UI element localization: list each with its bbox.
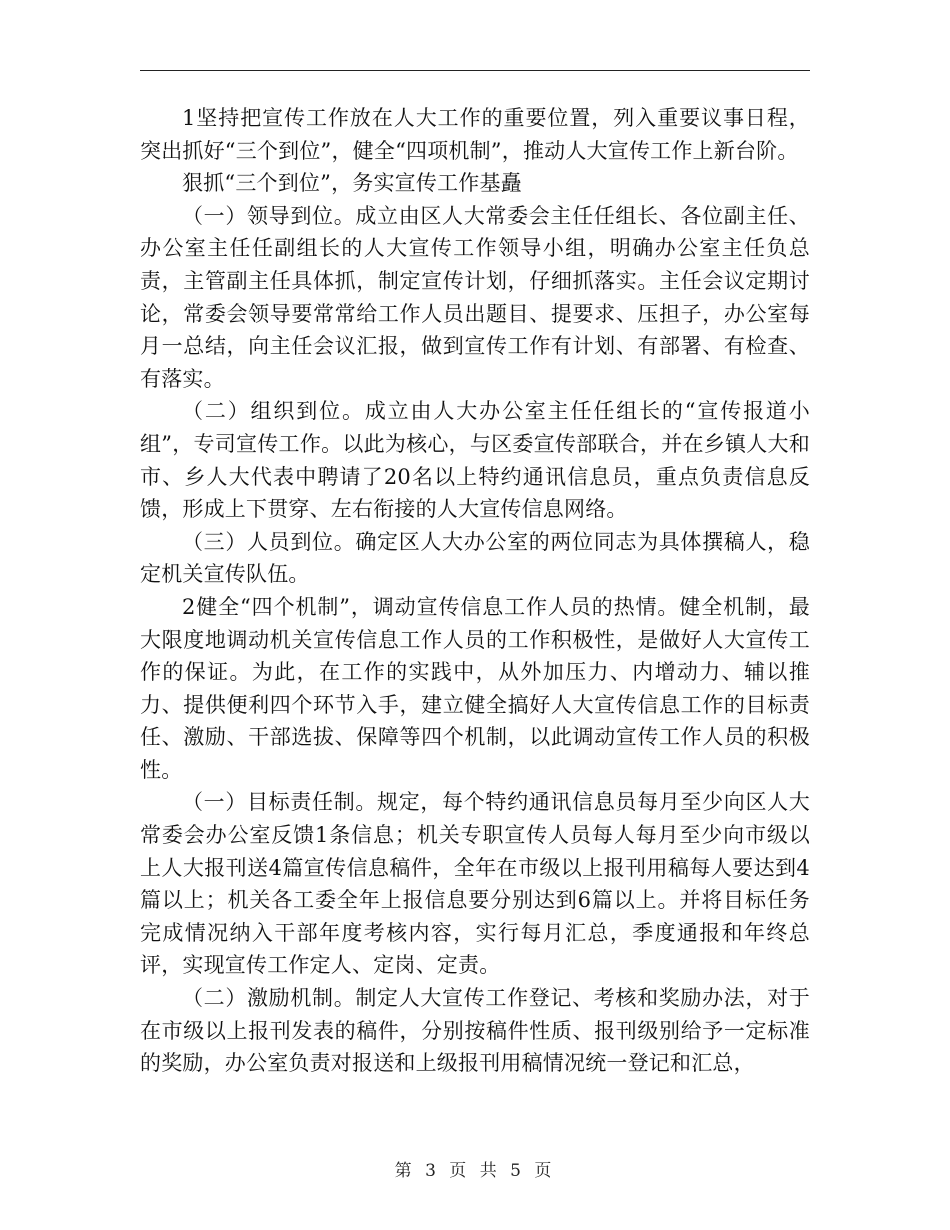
page-number: 第 3 页 共 5 页 xyxy=(394,1161,556,1181)
section-heading: 狠抓“三个到位”，务实宣传工作基矗 xyxy=(182,171,522,196)
paragraph-organization: （二）组织到位。成立由人大办公室主任任组长的“宣传报道小组”，专司宣传工作。以此为核心，与区委宣传部联合，并在乡镇人大和市、乡人大代表中聘请了20名以上特约通讯信息员，重点负责信息反馈，形成上下贯穿、左右衔接的人大宣传信息网络。 xyxy=(140,399,810,522)
paragraph-leadership: （一）领导到位。成立由区人大常委会主任任组长、各位副主任、办公室主任任副组长的人大宣传工作领导小组，明确办公室主任负总责，主管副主任具体抓，制定宣传计划，仔细抓落实。主任会议定期讨论，常委会领导要常常给工作人员出题目、提要求、压担子，办公室每月一总结，向主任会议汇报，做到宣传工作有计划、有部署、有检查、有落实。 xyxy=(140,203,810,391)
paragraph-1: 1坚持把宣传工作放在人大工作的重要位置，列入重要议事日程，突出抓好“三个到位”，健全“四项机制”，推动人大宣传工作上新台阶。 xyxy=(140,106,810,163)
paragraph-target-responsibility: （一）目标责任制。规定，每个特约通讯信息员每月至少向区人大常委会办公室反馈1条信息；机关专职宣传人员每人每月至少向市级以上人大报刊送4篇宣传信息稿件，全年在市级以上报刊用稿每人要达到4篇以上；机关各工委全年上报信息要分别达到6篇以上。并将目标任务完成情况纳入干部年度考核内容，实行每月汇总，季度通报和年终总评，实现宣传工作定人、定岗、定责。 xyxy=(140,790,810,978)
paragraph-incentive: （二）激励机制。制定人大宣传工作登记、考核和奖励办法，对于在市级以上报刊发表的稿件，分别按稿件性质、报刊级别给予一定标准的奖励，办公室负责对报送和上级报刊用稿情况统一登记和汇总， xyxy=(140,986,810,1076)
paragraph-2: 2健全“四个机制”，调动宣传信息工作人员的热情。健全机制，最大限度地调动机关宣传信息工作人员的工作积极性，是做好人大宣传工作的保证。为此，在工作的实践中，从外加压力、内增动力、辅以推力、提供便利四个环节入手，建立健全搞好人大宣传信息工作的目标责任、激励、干部选拔、保障等四个机制，以此调动宣传工作人员的积极性。 xyxy=(140,594,810,782)
header-rule xyxy=(140,70,810,71)
paragraph-personnel: （三）人员到位。确定区人大办公室的两位同志为具体撰稿人，稳定机关宣传队伍。 xyxy=(140,529,810,587)
document-body xyxy=(140,102,810,1080)
